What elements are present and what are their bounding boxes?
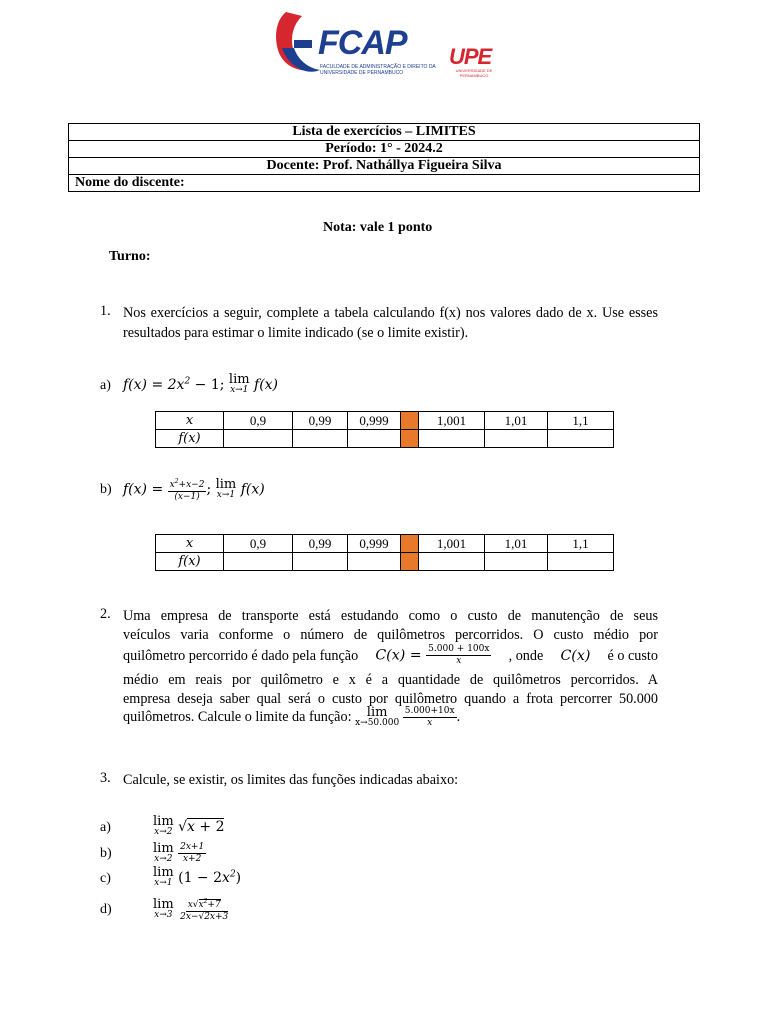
table-row: [156, 430, 614, 448]
answer-cell[interactable]: [419, 553, 485, 571]
q1-number: 1.: [100, 303, 111, 319]
q3d-formula: lim x→3 $\frac{x√x^2+7}{2x-√2x+3}$: [153, 896, 229, 922]
q2-cost-function: C(x) = $\frac{5.000 + 100x}{x}$: [375, 644, 490, 666]
q2-line5: empresa deseja saber qual será o custo por quilômetro quando a frota percorrer 50.000: [123, 691, 658, 707]
table-cell: 0,999: [348, 535, 401, 553]
table-cell: 0,9: [224, 412, 293, 430]
list-title: Lista de exercícios – LIMITES: [69, 124, 700, 141]
table-cell: 1,01: [485, 535, 548, 553]
table-cell-highlight: [401, 535, 419, 553]
answer-cell[interactable]: [419, 430, 485, 448]
q2-cx: C(x): [560, 647, 591, 664]
table-cell: 1,1: [548, 535, 614, 553]
q2-line6: quilômetros. Calcule o limite da função: lim x→50.000 $\frac{5.000+10x}{x}$ .: [123, 704, 461, 728]
q3b-label: b): [100, 846, 112, 861]
answer-cell[interactable]: [485, 553, 548, 571]
fcap-logo-subtitle: FACULDADE DE ADMINISTRAÇÃO E DIREITO DA UNIVERSIDADE DE PERNAMBUCO: [320, 64, 436, 76]
table-row: [156, 412, 614, 430]
q2-frac2: $\frac{5.000+10x}{x}$: [404, 706, 455, 728]
answer-cell[interactable]: [485, 430, 548, 448]
answer-cell[interactable]: [293, 553, 348, 571]
table-cell-highlight: [401, 553, 419, 571]
table-cell: 0,99: [293, 412, 348, 430]
q3b-formula: lim x→2 $\frac{2x+1}{x+2}$: [153, 840, 205, 864]
grade: Nota: vale 1 ponto: [323, 220, 433, 235]
table-cell: 0,9: [224, 535, 293, 553]
answer-cell[interactable]: [293, 430, 348, 448]
table-cell: 1,001: [419, 412, 485, 430]
q1b-formula: f(x) = $\frac{x^2+x-2}{(x-1)}$ ; lim x→1 f(x): [123, 476, 265, 502]
q2-frac1-num: 5.000 + 100x: [428, 644, 490, 654]
q1b-table: [155, 534, 614, 571]
q1a-formula: $f(x) = 2x^2 - 1$; lim x→1 f(x): [123, 372, 279, 395]
answer-cell[interactable]: [548, 553, 614, 571]
q2-line3-c: é o custo: [607, 647, 658, 664]
fcap-logo-text: FCAP: [318, 24, 407, 62]
q3-text: Calcule, se existir, os limites das funções indicadas abaixo:: [123, 772, 459, 788]
header-table: [68, 123, 700, 192]
upe-logo-subtitle: UNIVERSIDADE DE PERNAMBUCO: [455, 68, 493, 78]
student-name-field[interactable]: Nome do discente:: [69, 175, 700, 192]
fcap-logo: [272, 10, 442, 80]
q1-text: Nos exercícios a seguir, complete a tabela calculando f(x) nos valores dado de x. Use esses resultados para estimar o limite indicado (se o limite existir).: [123, 305, 658, 341]
x-header: x: [156, 412, 224, 430]
q3a-formula: lim x→2 √x + 2: [153, 814, 225, 837]
fx-header: f(x): [156, 430, 224, 448]
upe-logo: [449, 44, 499, 80]
q3c-label: c): [100, 871, 111, 886]
teacher: Docente: Prof. Nathállya Figueira Silva: [69, 158, 700, 175]
table-cell-highlight: [401, 430, 419, 448]
q2-line3: [123, 644, 658, 667]
upe-logo-text: UPE: [449, 44, 492, 69]
q2-line4: médio em reais por quilômetro e x é a quantidade de quilômetros percorridos. A: [123, 672, 658, 688]
q3d-label: d): [100, 902, 112, 917]
table-cell-highlight: [401, 412, 419, 430]
answer-cell[interactable]: [224, 430, 293, 448]
answer-cell[interactable]: [348, 553, 401, 571]
q3a-label: a): [100, 820, 111, 835]
q2-lim: lim x→50.000: [355, 704, 400, 728]
answer-cell[interactable]: [224, 553, 293, 571]
fx-header: f(x): [156, 553, 224, 571]
q2-number: 2.: [100, 606, 111, 622]
answer-cell[interactable]: [348, 430, 401, 448]
table-cell: 1,001: [419, 535, 485, 553]
table-cell: 0,99: [293, 535, 348, 553]
x-header: x: [156, 535, 224, 553]
q2-line3-b: , onde: [508, 647, 544, 664]
q2-line1: Uma empresa de transporte está estudando como o custo de manutenção de seus: [123, 608, 658, 624]
q1b-label: b): [100, 482, 112, 497]
table-row: [156, 535, 614, 553]
table-cell: 1,1: [548, 412, 614, 430]
table-row: [156, 553, 614, 571]
q1a-table: [155, 411, 614, 448]
shift-label: Turno:: [109, 249, 151, 264]
q2-line6-a: quilômetros. Calcule o limite da função:: [123, 708, 352, 725]
period: Período: 1° - 2024.2: [69, 141, 700, 158]
q2-line3-a: quilômetro percorrido é dado pela função: [123, 647, 359, 664]
q3-number: 3.: [100, 770, 111, 786]
q2-line2: veículos varia conforme o número de quilômetros percorridos. O custo médio por: [123, 627, 658, 643]
table-cell: 0,999: [348, 412, 401, 430]
q1a-label: a): [100, 378, 111, 393]
q3c-formula: lim x→1 $(1 - 2x^2)$: [153, 865, 242, 888]
table-cell: 1,01: [485, 412, 548, 430]
answer-cell[interactable]: [548, 430, 614, 448]
